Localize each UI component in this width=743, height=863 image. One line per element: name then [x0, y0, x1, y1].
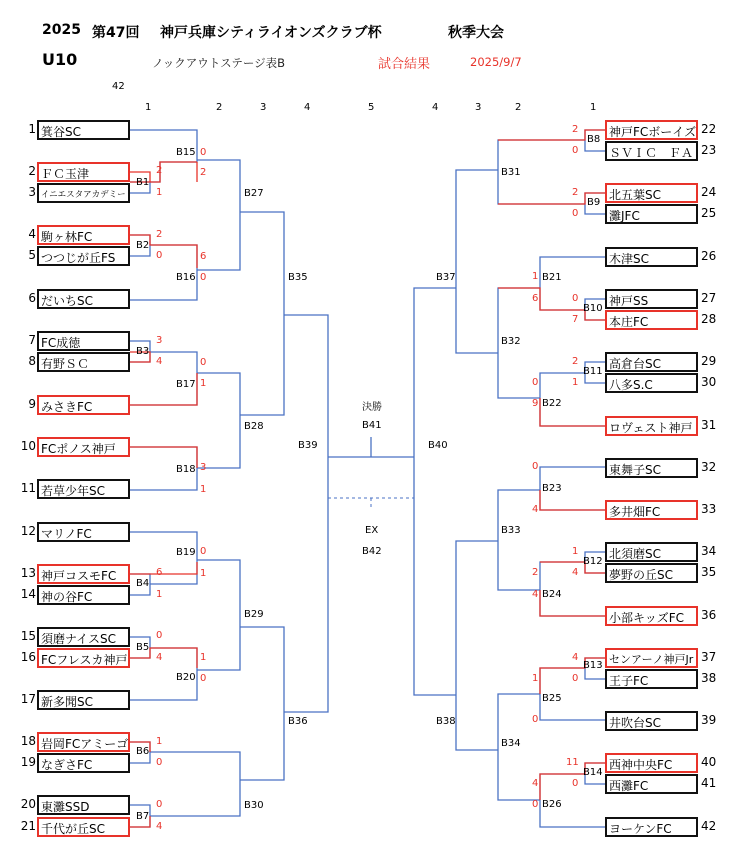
seed-39: 39	[701, 713, 717, 727]
team-slot-33: 多井畑FC	[605, 500, 698, 520]
score-b15-top: 0	[200, 147, 207, 158]
team-slot-37: センアーノ神戸Jr	[605, 648, 698, 668]
score-b6-top: 1	[156, 736, 163, 747]
score-b10-bot: 7	[572, 314, 579, 325]
match-code-b38: B38	[436, 716, 456, 727]
seed-6: 6	[28, 291, 36, 305]
match-code-b40: B40	[428, 440, 448, 451]
match-code-b16: B16	[176, 272, 196, 283]
score-b11-top: 2	[572, 356, 579, 367]
team-slot-20: 東灘SSD	[37, 795, 130, 815]
seed-29: 29	[701, 354, 717, 368]
seed-33: 33	[701, 502, 717, 516]
team-slot-28: 本庄FC	[605, 310, 698, 330]
score-b4-bot: 1	[156, 589, 163, 600]
score-b5-bot: 4	[156, 652, 163, 663]
ex-label: EX	[365, 525, 379, 536]
category-label: U10	[42, 50, 78, 69]
match-code-b24: B24	[542, 589, 562, 600]
team-slot-11: 若草少年SC	[37, 479, 130, 499]
match-code-b32: B32	[501, 336, 521, 347]
score-b7-bot: 4	[156, 821, 163, 832]
round-header-right-3: 3	[475, 102, 482, 113]
match-code-b30: B30	[244, 800, 264, 811]
seed-22: 22	[701, 122, 717, 136]
score-b20-bot: 0	[200, 673, 207, 684]
match-code-b31: B31	[501, 167, 521, 178]
seed-17: 17	[20, 692, 36, 706]
match-code-b28: B28	[244, 421, 264, 432]
score-b24-top: 2	[532, 567, 539, 578]
stage-label: ノックアウトステージ表B	[152, 56, 286, 70]
seed-15: 15	[20, 629, 36, 643]
seed-30: 30	[701, 375, 717, 389]
round-header-left-2: 2	[216, 102, 223, 113]
seed-12: 12	[20, 524, 36, 538]
match-code-b4: B4	[136, 578, 150, 589]
team-slot-25: 灘JFC	[605, 204, 698, 224]
score-b11-bot: 1	[572, 377, 579, 388]
match-code-b19: B19	[176, 547, 196, 558]
seed-4: 4	[28, 227, 36, 241]
team-slot-4: 駒ヶ林FC	[37, 225, 130, 245]
score-b20-top: 1	[200, 652, 207, 663]
seed-9: 9	[28, 397, 36, 411]
team-slot-15: 須磨ナイスSC	[37, 627, 130, 647]
seed-32: 32	[701, 460, 717, 474]
match-code-b6: B6	[136, 746, 150, 757]
team-slot-17: 新多聞SC	[37, 690, 130, 710]
match-code-b34: B34	[501, 738, 521, 749]
seed-7: 7	[28, 333, 36, 347]
match-code-b22: B22	[542, 398, 562, 409]
header-year: 2025	[42, 22, 81, 38]
score-b13-top: 4	[572, 652, 579, 663]
date-label: 2025/9/7	[470, 55, 522, 69]
seed-5: 5	[28, 248, 36, 262]
team-slot-26: 木津SC	[605, 247, 698, 267]
match-code-b23: B23	[542, 483, 562, 494]
score-b3-top: 3	[156, 335, 163, 346]
score-b26-bot: 0	[532, 799, 539, 810]
team-slot-41: 西灘FC	[605, 774, 698, 794]
team-slot-12: マリノFC	[37, 522, 130, 542]
match-code-b9: B9	[587, 197, 601, 208]
team-slot-19: なぎさFC	[37, 753, 130, 773]
match-code-b37: B37	[436, 272, 456, 283]
score-b18-top: 3	[200, 462, 207, 473]
match-code-b3: B3	[136, 346, 150, 357]
team-slot-16: FCフレスカ神戸	[37, 648, 130, 668]
score-b5-top: 0	[156, 630, 163, 641]
seed-2: 2	[28, 164, 36, 178]
match-code-b41: B41	[362, 420, 382, 431]
round-header-left-1: 1	[145, 102, 152, 113]
team-slot-10: FCポノス神戸	[37, 437, 130, 457]
match-code-b20: B20	[176, 672, 196, 683]
score-b17-top: 0	[200, 357, 207, 368]
seed-1: 1	[28, 122, 36, 136]
team-slot-2: ＦＣ玉津	[37, 162, 130, 182]
match-code-b17: B17	[176, 379, 196, 390]
team-slot-9: みさきFC	[37, 395, 130, 415]
team-slot-30: 八多S.C	[605, 373, 698, 393]
team-slot-1: 箕谷SC	[37, 120, 130, 140]
seed-38: 38	[701, 671, 717, 685]
seed-18: 18	[20, 734, 36, 748]
score-b2-top: 2	[156, 229, 163, 240]
score-b17-bot: 1	[200, 378, 207, 389]
score-b19-top: 0	[200, 546, 207, 557]
header-edition: 第47回	[92, 25, 140, 41]
seed-42: 42	[701, 819, 717, 833]
score-b22-top: 0	[532, 377, 539, 388]
team-slot-6: だいちSC	[37, 289, 130, 309]
round-header-right-4: 4	[432, 102, 439, 113]
score-b23-top: 0	[532, 461, 539, 472]
seed-8: 8	[28, 354, 36, 368]
score-b21-bot: 6	[532, 293, 539, 304]
team-slot-29: 高倉台SC	[605, 352, 698, 372]
seed-41: 41	[701, 776, 717, 790]
seed-27: 27	[701, 291, 717, 305]
team-slot-18: 岩岡FCアミーゴ	[37, 732, 130, 752]
score-b26-top: 4	[532, 778, 539, 789]
score-b16-bot: 0	[200, 272, 207, 283]
score-b14-top: 11	[566, 757, 579, 768]
match-code-b7: B7	[136, 811, 150, 822]
match-code-b39: B39	[298, 440, 318, 451]
team-slot-42: ヨーケンFC	[605, 817, 698, 837]
team-slot-3: イニエスタアカデミー	[37, 183, 130, 203]
match-code-b2: B2	[136, 240, 150, 251]
match-code-b13: B13	[583, 660, 603, 671]
score-b9-top: 2	[572, 187, 579, 198]
score-b12-bot: 4	[572, 567, 579, 578]
match-code-b1: B1	[136, 177, 150, 188]
result-label: 試合結果	[378, 57, 431, 72]
team-slot-38: 王子FC	[605, 669, 698, 689]
team-slot-13: 神戸コスモFC	[37, 564, 130, 584]
seed-34: 34	[701, 544, 717, 558]
team-slot-34: 北須磨SC	[605, 542, 698, 562]
round-header-center: 5	[368, 102, 375, 113]
round-header-right-1: 1	[590, 102, 597, 113]
score-b18-bot: 1	[200, 484, 207, 495]
seed-19: 19	[20, 755, 36, 769]
match-code-b25: B25	[542, 693, 562, 704]
score-b12-top: 1	[572, 546, 579, 557]
score-b10-top: 0	[572, 293, 579, 304]
match-code-b11: B11	[583, 366, 603, 377]
seed-3: 3	[28, 185, 36, 199]
match-code-b5: B5	[136, 642, 150, 653]
header-season: 秋季大会	[448, 25, 504, 41]
seed-23: 23	[701, 143, 717, 157]
match-code-b35: B35	[288, 272, 308, 283]
team-slot-35: 夢野の丘SC	[605, 563, 698, 583]
team-slot-40: 西神中央FC	[605, 753, 698, 773]
score-b22-bot: 9	[532, 398, 539, 409]
match-code-b18: B18	[176, 464, 196, 475]
seed-24: 24	[701, 185, 717, 199]
score-b1-bot: 1	[156, 187, 163, 198]
score-b3-bot: 4	[156, 356, 163, 367]
round-header-right-2: 2	[515, 102, 522, 113]
team-slot-14: 神の谷FC	[37, 585, 130, 605]
seed-11: 11	[20, 481, 36, 495]
team-slot-23: ＳＶＩＣ ＦＡ	[605, 141, 698, 161]
score-b9-bot: 0	[572, 208, 579, 219]
seed-28: 28	[701, 312, 717, 326]
seed-20: 20	[20, 797, 36, 811]
score-b1-top: 2	[156, 165, 163, 176]
total-teams: 42	[112, 81, 125, 92]
team-slot-32: 東舞子SC	[605, 458, 698, 478]
team-slot-5: つつじが丘FS	[37, 246, 130, 266]
score-b14-bot: 0	[572, 778, 579, 789]
seed-36: 36	[701, 608, 717, 622]
final-label: 決勝	[362, 402, 382, 413]
seed-14: 14	[20, 587, 36, 601]
match-code-b42: B42	[362, 546, 382, 557]
score-b21-top: 1	[532, 271, 539, 282]
score-b16-top: 6	[200, 251, 207, 262]
score-b25-top: 1	[532, 673, 539, 684]
seed-31: 31	[701, 418, 717, 432]
seed-16: 16	[20, 650, 36, 664]
score-b23-bot: 4	[532, 504, 539, 515]
seed-21: 21	[20, 819, 36, 833]
score-b4-top: 6	[156, 567, 163, 578]
match-code-b36: B36	[288, 716, 308, 727]
score-b7-top: 0	[156, 799, 163, 810]
header-tournament: 神戸兵庫シティライオンズクラブ杯	[160, 25, 382, 41]
seed-26: 26	[701, 249, 717, 263]
score-b8-bot: 0	[572, 145, 579, 156]
round-header-left-4: 4	[304, 102, 311, 113]
score-b25-bot: 0	[532, 714, 539, 725]
match-code-b8: B8	[587, 134, 601, 145]
team-slot-7: FC成徳	[37, 331, 130, 351]
score-b8-top: 2	[572, 124, 579, 135]
seed-37: 37	[701, 650, 717, 664]
seed-35: 35	[701, 565, 717, 579]
score-b19-bot: 1	[200, 568, 207, 579]
team-slot-21: 千代が丘SC	[37, 817, 130, 837]
team-slot-22: 神戸FCボーイズ	[605, 120, 698, 140]
score-b13-bot: 0	[572, 673, 579, 684]
round-header-left-3: 3	[260, 102, 267, 113]
seed-13: 13	[20, 566, 36, 580]
team-slot-27: 神戸SS	[605, 289, 698, 309]
match-code-b15: B15	[176, 147, 196, 158]
match-code-b26: B26	[542, 799, 562, 810]
score-b15-bot: 2	[200, 167, 207, 178]
match-code-b12: B12	[583, 556, 603, 567]
match-code-b29: B29	[244, 609, 264, 620]
match-code-b10: B10	[583, 303, 603, 314]
match-code-b14: B14	[583, 767, 603, 778]
match-code-b27: B27	[244, 188, 264, 199]
team-slot-36: 小部キッズFC	[605, 606, 698, 626]
seed-40: 40	[701, 755, 717, 769]
team-slot-24: 北五葉SC	[605, 183, 698, 203]
seed-10: 10	[20, 439, 36, 453]
seed-25: 25	[701, 206, 717, 220]
match-code-b33: B33	[501, 525, 521, 536]
match-code-b21: B21	[542, 272, 562, 283]
team-slot-31: ロヴェスト神戸	[605, 416, 698, 436]
score-b2-bot: 0	[156, 250, 163, 261]
team-slot-8: 有野ＳＣ	[37, 352, 130, 372]
score-b6-bot: 0	[156, 757, 163, 768]
team-slot-39: 井吹台SC	[605, 711, 698, 731]
score-b24-bot: 4	[532, 589, 539, 600]
